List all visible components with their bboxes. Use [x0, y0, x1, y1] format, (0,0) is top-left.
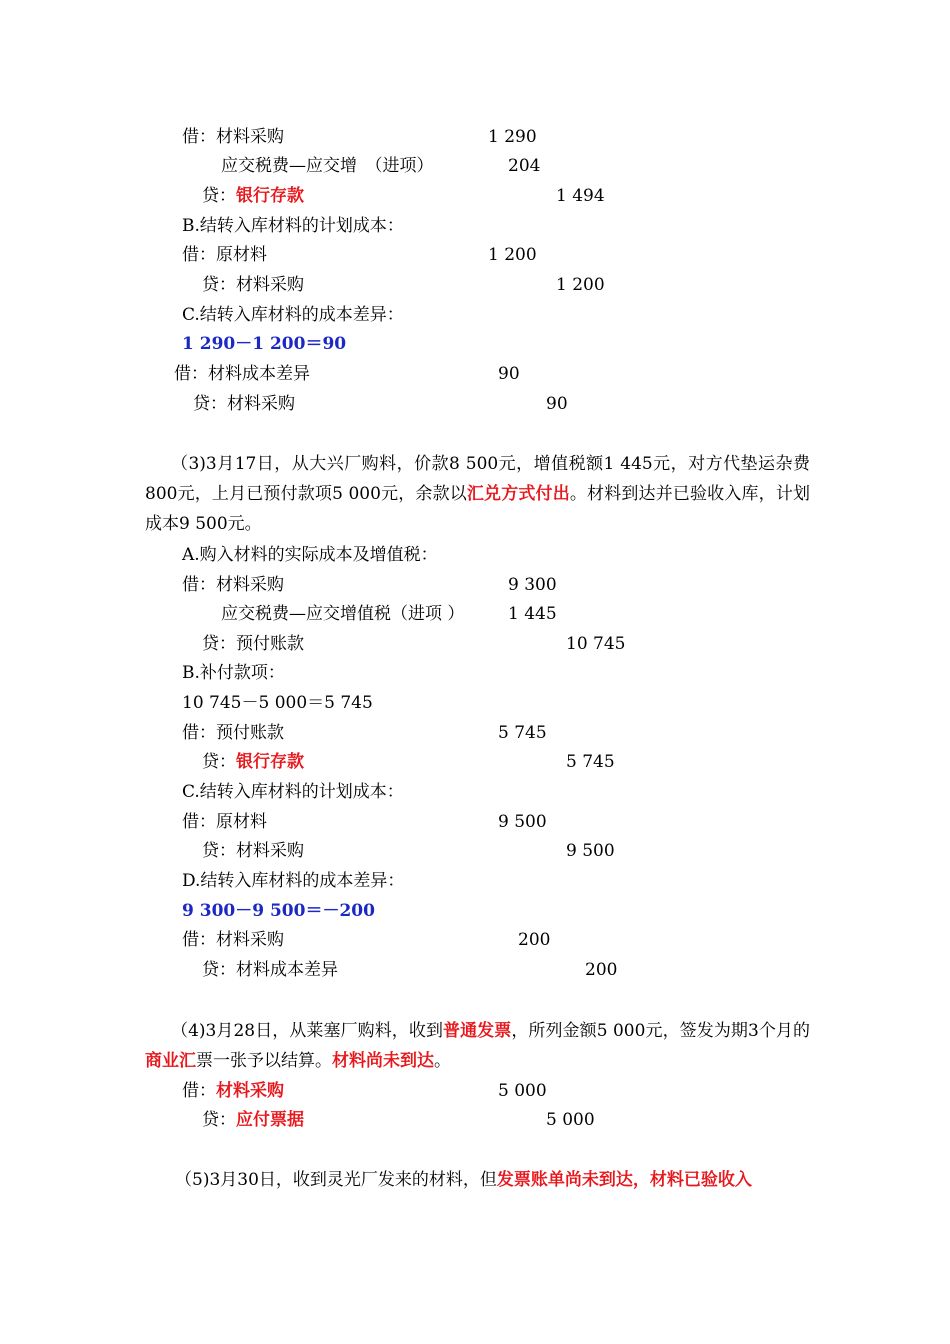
s3-a-debit: 借：材料采购: [182, 575, 284, 595]
s2-e1-credit-amount: 1 494: [556, 186, 605, 206]
s3-b-title: B.补付款项：: [182, 663, 285, 683]
s2-c-credit: 贷：材料采购: [193, 394, 295, 414]
s3-d-credit-amount: 200: [585, 960, 618, 980]
s3-d-debit: 借：材料采购: [182, 930, 284, 950]
s2-c-title: C.结转入库材料的成本差异：: [182, 305, 404, 325]
s2-b-credit: 贷：材料采购: [202, 275, 304, 295]
s3-text-a: （3)3月17日，从大兴厂购料，价款8 500元，增值税额1 445元，对方代垫运杂费800元，上月已预付款项5 000元，余款以: [145, 454, 810, 504]
s3-a-debit2: 应交税费—应交增值税（进项 ）: [221, 604, 465, 624]
s3-d-credit: 贷：材料成本差异: [202, 960, 338, 980]
s3-b-formula: 10 745－5 000＝5 745: [182, 693, 373, 713]
s2-c-credit-amount: 90: [546, 394, 568, 414]
s2-b-title: B.结转入库材料的计划成本：: [182, 216, 404, 236]
s3-c-title: C.结转入库材料的计划成本：: [182, 782, 404, 802]
s5-text-1: （5)3月30日，收到灵光厂发来的材料，但: [175, 1170, 497, 1190]
credit-prefix: 贷：: [202, 752, 236, 772]
credit-account-highlight: 银行存款: [236, 752, 304, 772]
s3-a-credit-amount: 10 745: [566, 634, 626, 654]
s2-c-formula: 1 290－1 200＝90: [182, 334, 347, 354]
s4-debit: [182, 1080, 284, 1102]
s4-paragraph: [145, 1016, 810, 1076]
s3-c-credit-amount: 9 500: [566, 841, 615, 861]
s3-b-credit: [202, 751, 304, 773]
s3-d-title: D.结转入库材料的成本差异：: [182, 871, 405, 891]
s2-e1-debit-amount: 1 290: [488, 127, 537, 147]
credit-account-highlight: 银行存款: [236, 186, 304, 206]
s2-b-credit-amount: 1 200: [556, 275, 605, 295]
s4-text-2: ，所列金额5 000元，签发为期3个月的: [511, 1021, 811, 1041]
s4-highlight-1: 普通发票: [443, 1021, 512, 1041]
s3-b-credit-amount: 5 745: [566, 752, 615, 772]
s3-text-highlight: 汇兑方式付出: [466, 484, 570, 504]
s4-credit-amount: 5 000: [546, 1110, 595, 1130]
credit-prefix: 贷：: [202, 186, 236, 206]
s4-text-4: 。: [434, 1051, 451, 1071]
s2-e1-debit: 借：材料采购: [182, 127, 284, 147]
s4-text-1: （4)3月28日，从莱塞厂购料，收到: [171, 1021, 444, 1041]
s4-highlight-2: 商业汇: [145, 1051, 196, 1071]
s3-c-debit-amount: 9 500: [498, 812, 547, 832]
s2-c-debit-amount: 90: [498, 364, 520, 384]
s2-e1-credit: [202, 185, 304, 207]
s3-a-debit2-amount: 1 445: [508, 604, 557, 624]
debit-prefix: 借：: [182, 1081, 216, 1101]
s2-b-debit: 借：原材料: [182, 245, 267, 265]
s3-c-credit: 贷：材料采购: [202, 841, 304, 861]
s3-d-formula: 9 300－9 500＝－200: [182, 901, 375, 921]
s3-b-debit-amount: 5 745: [498, 723, 547, 743]
s4-credit: [202, 1109, 304, 1131]
s3-text-b: 。材料到达并已验收入库，计划成本9 500元。: [145, 484, 810, 534]
s2-c-debit: 借：材料成本差异: [174, 364, 310, 384]
s3-a-title: A.购入材料的实际成本及增值税：: [182, 545, 438, 565]
s4-highlight-3: 材料尚未到达: [332, 1051, 434, 1071]
s3-a-debit-amount: 9 300: [508, 575, 557, 595]
s3-c-debit: 借：原材料: [182, 812, 267, 832]
s3-b-debit: 借：预付账款: [182, 723, 284, 743]
credit-prefix: 贷：: [202, 1110, 236, 1130]
s3-paragraph: [145, 449, 810, 539]
s5-paragraph: [145, 1165, 810, 1195]
s2-b-debit-amount: 1 200: [488, 245, 537, 265]
credit-account-highlight: 应付票据: [236, 1110, 304, 1130]
s4-text-3: 票一张予以结算。: [196, 1051, 332, 1071]
s3-a-credit: 贷：预付账款: [202, 634, 304, 654]
s2-e1-debit2: 应交税费—应交增 （进项）: [221, 156, 434, 176]
s4-debit-amount: 5 000: [498, 1081, 547, 1101]
s5-highlight-1: 发票账单尚未到达，材料已验收入: [496, 1170, 752, 1190]
s2-e1-debit2-amount: 204: [508, 156, 541, 176]
s3-d-debit-amount: 200: [518, 930, 551, 950]
debit-account-highlight: 材料采购: [216, 1081, 284, 1101]
